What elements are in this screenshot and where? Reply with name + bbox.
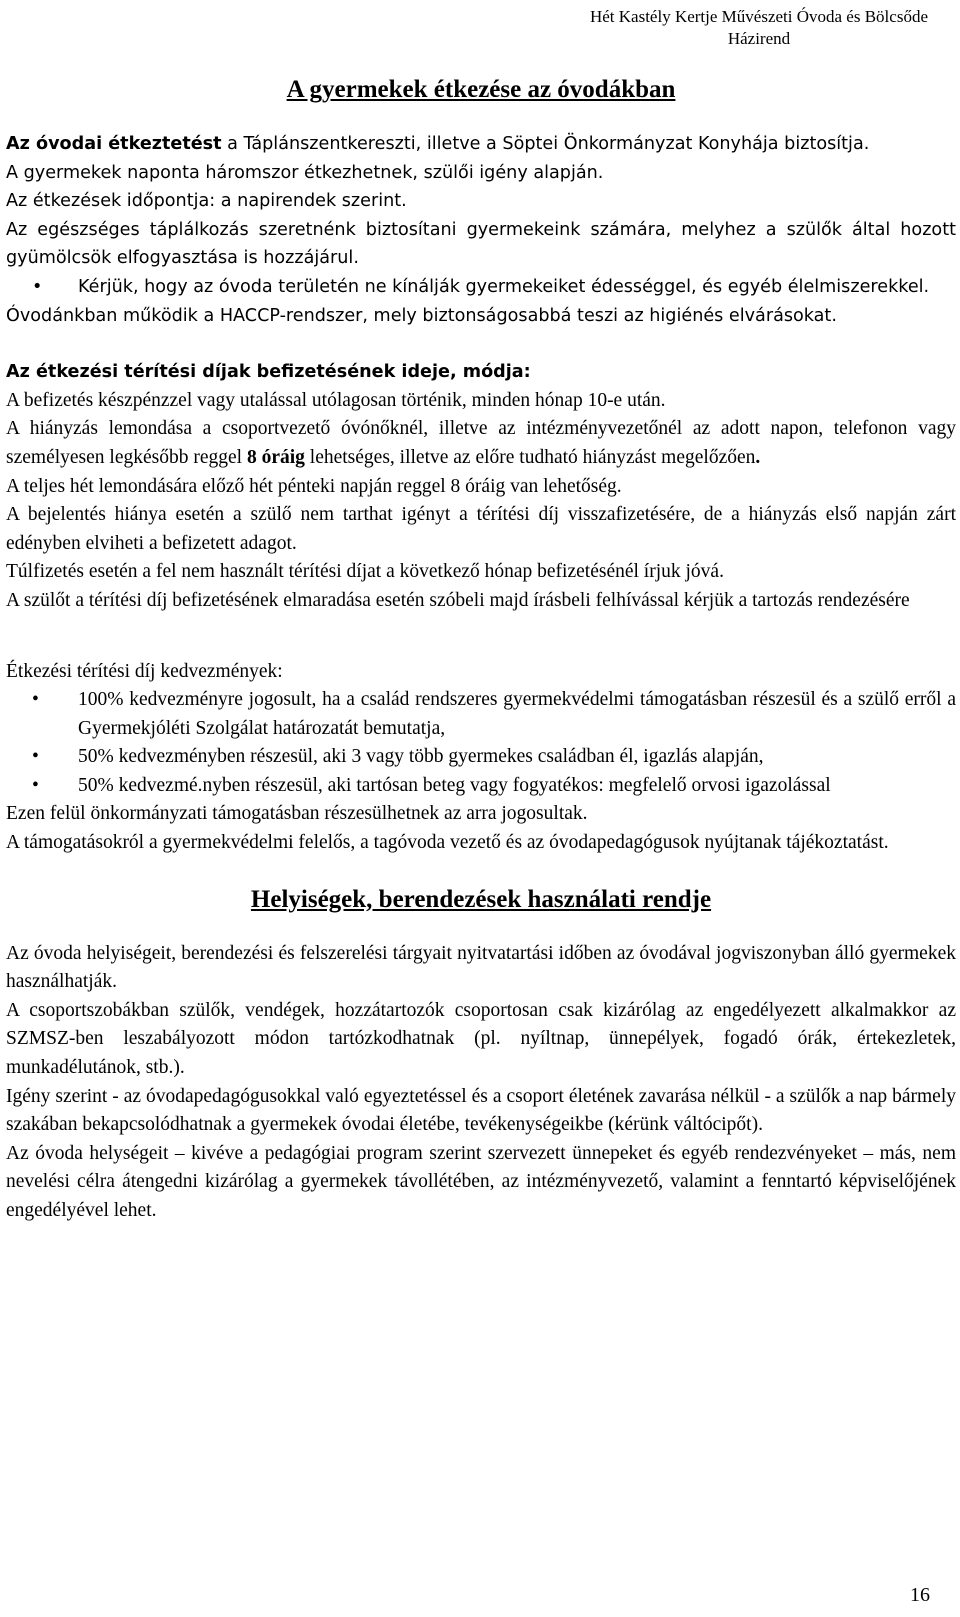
discount-item-1: 100% kedvezményre jogosult, ha a család rendszeres gyermekvédelmi támogatásban részesül és a szülő erről a Gyermekjóléti Szolgálat határozatát bemutatja, xyxy=(78,689,956,739)
bullet-icon: • xyxy=(32,774,39,796)
rooms-block xyxy=(6,940,956,1226)
header-institution: Hét Kastély Kertje Művészeti Óvoda és Bölcsőde xyxy=(589,7,928,26)
fees-p2-part-a: A hiányzás lemondása a csoportvezető óvónőknél, illetve az intézményvezetőnél az adott napon, telefonon vagy személyesen legkésőbb reggel xyxy=(6,418,956,468)
list-item xyxy=(6,273,956,302)
list-item xyxy=(6,743,956,772)
meals-provider-rest: a Táplánszentkereszti, illetve a Söptei Önkormányzat Konyhája biztosítja. xyxy=(221,134,870,154)
discount-item-2: 50% kedvezményben részesül, aki 3 vagy több gyermekes családban él, igazlás alapján, xyxy=(78,746,764,768)
section-title-meals: A gyermekek étkezése az óvodákban xyxy=(286,76,676,103)
meals-provider-bold: Az óvodai étkeztetést xyxy=(6,134,222,154)
fees-paragraph-4: A bejelentés hiánya esetén a szülő nem tarthat igényt a térítési díj visszafizetésére, de a hiányzás első napján zárt edényben elviheti a befizetett adagot. xyxy=(6,504,956,554)
rooms-paragraph-2: A csoportszobákban szülők, vendégek, hozzátartozók csoportosan csak kizárólag az engedélyezett alkalmakkor az SZMSZ-ben leszabályozott módon tartózkodhatnak (pl. nyíltnap, ünnepélyek, fogadó órák, értekezletek, munkadélutánok, stb.). xyxy=(6,999,956,1079)
fees-paragraph-5: Túlfizetés esetén a fel nem használt térítési díjat a következő hónap befizetésénél írjuk jóvá. xyxy=(6,561,724,583)
list-item xyxy=(6,772,956,801)
discounts-block xyxy=(6,658,956,858)
section-title-rooms: Helyiségek, berendezések használati rendje xyxy=(250,885,712,913)
list-item xyxy=(6,686,956,743)
meals-provider-paragraph xyxy=(6,130,956,159)
meals-bullet-text: Kérjük, hogy az óvoda területén ne kínálják gyermekeiket édességgel, és egyéb élelmiszerekkel. xyxy=(78,276,930,297)
content-body xyxy=(6,74,956,1226)
discounts-heading: Étkezési térítési díj kedvezmények: xyxy=(6,660,283,682)
rooms-paragraph-3: Igény szerint - az óvodapedagógusokkal való egyeztetéssel és a csoport életének zavarása nélkül - a szülők a nap bármely szakában bekapcsolódhatnak a gyermekek óvodai életébe, tevékenységeikbe (kérünk váltócipőt). xyxy=(6,1085,956,1136)
bullet-icon: • xyxy=(32,746,39,768)
fees-p2-bold: 8 óráig xyxy=(246,446,305,468)
discounts-after-1: Ezen felül önkormányzati támogatásban részesülhetnek az arra jogosultak. xyxy=(6,803,588,825)
discounts-after-2: A támogatásokról a gyermekvédelmi felelős, a tagóvoda vezető és az óvodapedagógusok nyújtanak tájékoztatást. xyxy=(6,832,889,854)
fees-p2-dot: . xyxy=(755,446,761,468)
discount-item-3: 50% kedvezmé.nyben részesül, aki tartósan beteg vagy fogyatékos: megfelelő orvosi igazolással xyxy=(78,774,831,796)
page-number: 16 xyxy=(910,1584,930,1606)
meals-line-2: Az étkezések időpontja: a napirendek szerint. xyxy=(6,191,407,212)
meals-line-1: A gyermekek naponta háromszor étkezhetnek, szülői igény alapján. xyxy=(6,162,604,183)
fees-body xyxy=(6,387,956,616)
fees-paragraph-6: A szülőt a térítési díj befizetésének elmaradása esetén szóbeli majd írásbeli felhívással kérjük a tartozás rendezésére xyxy=(6,589,910,611)
meals-bullet-list xyxy=(6,273,956,302)
fees-p2-part-b: lehetséges, illetve az előre tudható hiányzást megelőzően xyxy=(304,446,756,468)
rooms-paragraph-4: Az óvoda helységeit – kivéve a pedagógiai program szerint szervezett ünnepeket és egyéb rendezvényeket – más, nem nevelési célra átengedni kizárólag a gyermekek távollétében, az intézményvezető, valamint a fenntartó képviselőjének engedélyével lehet. xyxy=(6,1142,956,1221)
bullet-icon: • xyxy=(32,276,43,297)
header-doc-title: Házirend xyxy=(727,29,791,48)
discounts-list xyxy=(6,686,956,800)
rooms-paragraph-1: Az óvoda helyiségeit, berendezési és felszerelési tárgyait nyitvatartási időben az óvodával jogviszonyban álló gyermekek használhatják. xyxy=(6,942,956,993)
bullet-icon: • xyxy=(32,689,39,711)
fees-block xyxy=(6,358,956,387)
fees-paragraph-3: A teljes hét lemondására előző hét pénteki napján reggel 8 óráig van lehetőség. xyxy=(6,475,622,497)
fees-paragraph-2 xyxy=(6,415,956,472)
meals-line-3: Az egészséges táplálkozás szeretnénk biztosítani gyermekeink számára, melyhez a szülők által hozott gyümölcsök elfogyasztása is hozzájárul. xyxy=(6,219,956,269)
haccp-paragraph: Óvodánkban működik a HACCP-rendszer, mely biztonságosabbá teszi az higiénés elvárásokat. xyxy=(6,305,837,326)
fees-heading: Az étkezési térítési díjak befizetésének ideje, módja: xyxy=(6,362,531,383)
fees-paragraph-1: A befizetés készpénzzel vagy utalással utólagosan történik, minden hónap 10-e után. xyxy=(6,389,666,411)
meals-block xyxy=(6,130,956,330)
page-header xyxy=(590,6,928,50)
